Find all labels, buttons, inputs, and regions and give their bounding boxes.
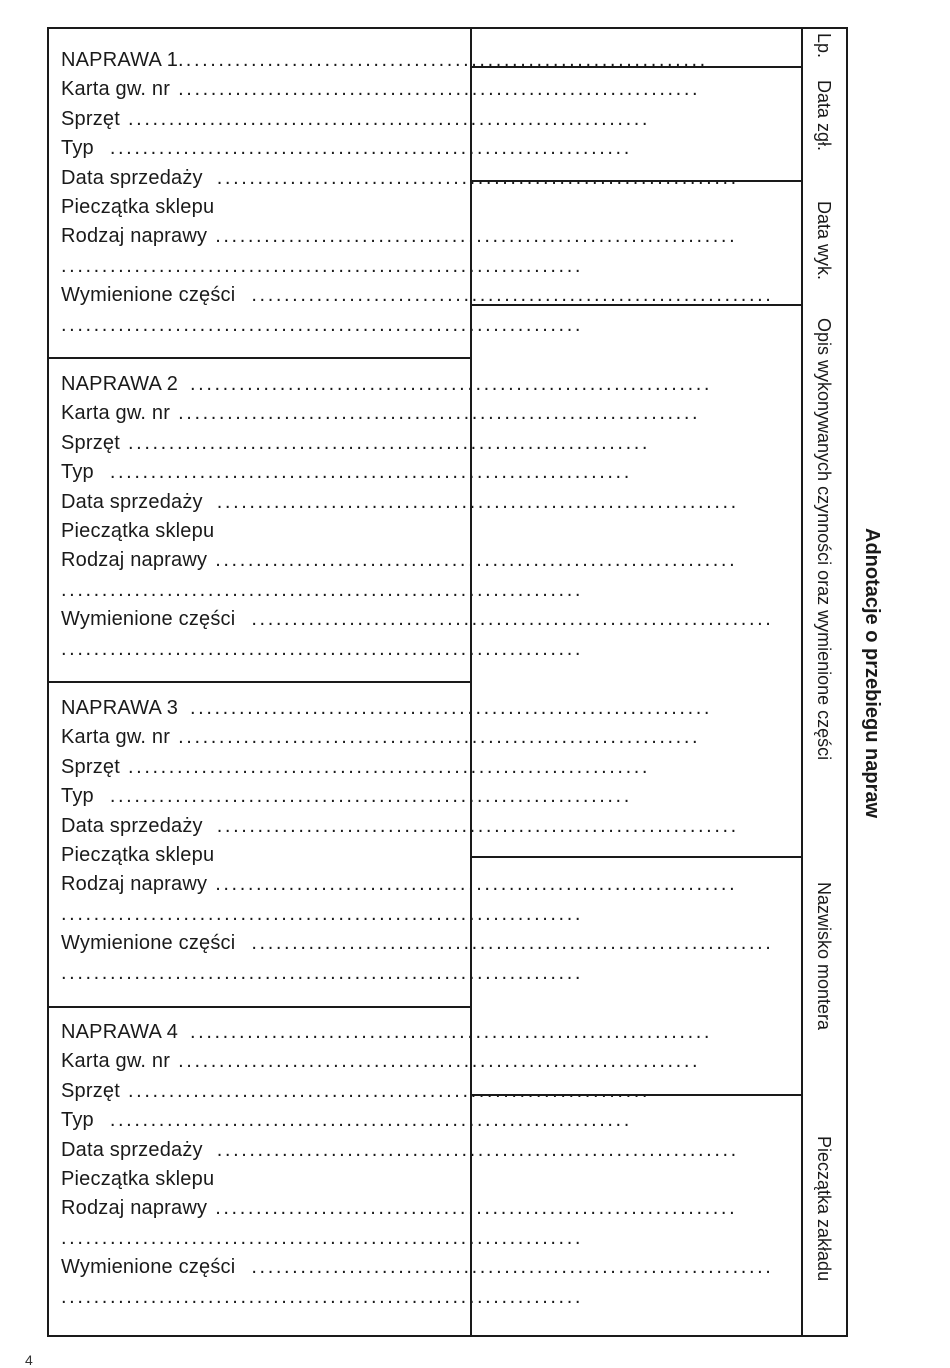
dotted-fill: ................................................................ — [61, 961, 584, 984]
dotted-fill: ................................................................ — [215, 873, 738, 896]
repair-title: NAPRAWA 1. — [61, 49, 184, 71]
field-label: Data sprzedaży — [61, 1138, 203, 1161]
repair-divider-2 — [47, 681, 471, 683]
field-label: Sprzęt — [61, 431, 121, 454]
field-label: Sprzęt — [61, 1079, 121, 1102]
field-label: Rodzaj naprawy — [61, 873, 208, 896]
field-label: Pieczątka sklepu — [61, 519, 215, 542]
dotted-fill: ................................................................ — [215, 1197, 738, 1220]
dotted-fill: ................................................................ — [61, 902, 584, 925]
field-label: Sprzęt — [61, 755, 121, 778]
repair-title: NAPRAWA 4 — [61, 1021, 179, 1043]
field-label: Rodzaj naprawy — [61, 549, 208, 572]
field-line[interactable] — [61, 1253, 774, 1282]
field-label: Data sprzedaży — [61, 814, 203, 837]
repair-title-line[interactable] — [61, 370, 713, 399]
dotted-fill: ................................................................ — [61, 578, 584, 601]
dotted-fill: ................................................................ — [215, 549, 738, 572]
field-label: Rodzaj naprawy — [61, 1197, 208, 1220]
dotted-fill: ................................................................ — [190, 373, 713, 395]
repair-block-1 — [61, 46, 774, 340]
dotted-fill: ................................................................ — [216, 490, 739, 513]
dotted-fill: ................................................................ — [128, 431, 651, 454]
field-label: Wymienione części — [61, 1256, 236, 1279]
repair-divider-3 — [47, 1006, 471, 1008]
field-line[interactable] — [61, 1283, 584, 1312]
column-header-lp: Lp. — [814, 33, 834, 59]
dotted-fill: ................................................................ — [190, 697, 713, 719]
dotted-fill: ................................................................ — [109, 137, 632, 160]
field-label: Karta gw. nr — [61, 1050, 171, 1073]
field-line[interactable] — [61, 782, 632, 811]
field-label: Data sprzedaży — [61, 490, 203, 513]
dotted-fill: ................................................................ — [178, 402, 701, 425]
field-line[interactable] — [61, 517, 425, 546]
field-line[interactable] — [61, 635, 584, 664]
field-label: Pieczątka sklepu — [61, 1167, 215, 1190]
cell-data-wyk[interactable] — [473, 182, 801, 304]
field-line[interactable] — [61, 753, 651, 782]
field-line[interactable] — [61, 1224, 584, 1253]
field-line[interactable] — [61, 429, 651, 458]
dotted-fill: ................................................................ — [178, 726, 701, 749]
field-line[interactable] — [61, 1136, 739, 1165]
field-line[interactable] — [61, 1165, 425, 1194]
repair-title-line[interactable] — [61, 694, 713, 723]
dotted-fill: ................................................................ — [251, 1256, 774, 1279]
field-line[interactable] — [61, 929, 774, 958]
field-line[interactable] — [61, 605, 774, 634]
repair-block-4 — [61, 1018, 774, 1312]
field-line[interactable] — [61, 546, 738, 575]
field-label: Rodzaj naprawy — [61, 225, 208, 248]
dotted-fill: ................................................................ — [128, 755, 651, 778]
page-number: 4 — [25, 1352, 33, 1368]
dotted-fill: ................................................................ — [128, 107, 651, 130]
field-line[interactable] — [61, 458, 632, 487]
cell-nazwisko[interactable] — [473, 858, 801, 1094]
dotted-fill: ................................................................ — [216, 814, 739, 837]
dotted-fill: ................................................................ — [216, 166, 739, 189]
field-label: Typ — [61, 1109, 94, 1132]
dotted-fill: ................................................................ — [128, 1079, 651, 1102]
field-line[interactable] — [61, 164, 739, 193]
cell-opis[interactable] — [473, 306, 801, 856]
dotted-fill: ................................................................ — [190, 1021, 713, 1043]
cell-lp[interactable] — [473, 29, 801, 66]
field-line[interactable] — [61, 723, 701, 752]
column-header-data-wyk: Data wyk. — [814, 201, 834, 281]
column-header-pieczatka: Pieczątka zakładu — [814, 1136, 834, 1282]
field-line[interactable] — [61, 488, 739, 517]
field-label: Wymienione części — [61, 608, 236, 631]
field-line[interactable] — [61, 1047, 701, 1076]
field-label: Typ — [61, 461, 94, 484]
repair-block-3 — [61, 694, 774, 988]
field-label: Typ — [61, 785, 94, 808]
dotted-fill: ................................................................ — [251, 284, 774, 307]
field-label: Typ — [61, 137, 94, 160]
repair-title: NAPRAWA 3 — [61, 697, 179, 719]
dotted-fill: ................................................................ — [109, 461, 632, 484]
field-line[interactable] — [61, 841, 425, 870]
cell-data-zgl[interactable] — [473, 68, 801, 180]
field-line[interactable] — [61, 134, 632, 163]
field-line[interactable] — [61, 75, 701, 104]
field-label: Pieczątka sklepu — [61, 195, 215, 218]
dotted-fill: ................................................................ — [178, 78, 701, 101]
field-label: Sprzęt — [61, 107, 121, 130]
repair-block-2 — [61, 370, 774, 664]
dotted-fill: ................................................................ — [109, 1109, 632, 1132]
field-label: Karta gw. nr — [61, 78, 171, 101]
dotted-fill: ................................................................ — [251, 932, 774, 955]
repair-title-line[interactable] — [61, 1018, 713, 1047]
dotted-fill: ................................................................ — [61, 1285, 584, 1308]
dotted-fill: ................................................................ — [109, 785, 632, 808]
dotted-fill: ................................................................ — [215, 225, 738, 248]
field-line[interactable] — [61, 252, 584, 281]
dotted-fill: ................................................................ — [185, 49, 708, 71]
repair-divider-1 — [47, 357, 471, 359]
column-divider-right — [801, 27, 803, 1337]
field-label: Wymienione części — [61, 932, 236, 955]
repair-title-line[interactable] — [61, 46, 708, 75]
column-header-data-zgl: Data zgł. — [814, 80, 834, 152]
field-line[interactable] — [61, 222, 738, 251]
dotted-fill: ................................................................ — [216, 1138, 739, 1161]
field-line[interactable] — [61, 1077, 651, 1106]
field-line[interactable] — [61, 105, 651, 134]
field-label: Data sprzedaży — [61, 166, 203, 189]
field-line[interactable] — [61, 281, 774, 310]
field-line[interactable] — [61, 959, 584, 988]
dotted-fill: ................................................................ — [251, 608, 774, 631]
side-title: Adnotacje o przebiegu napraw — [861, 528, 883, 819]
field-line[interactable] — [61, 399, 701, 428]
column-header-opis: Opis wykonywanych czynności oraz wymienione części — [814, 318, 834, 761]
dotted-fill: ................................................................ — [61, 1226, 584, 1249]
field-label: Karta gw. nr — [61, 726, 171, 749]
dotted-fill: ................................................................ — [61, 254, 584, 277]
field-line[interactable] — [61, 812, 739, 841]
field-line[interactable] — [61, 900, 584, 929]
dotted-fill: ................................................................ — [61, 313, 584, 336]
dotted-fill: ................................................................ — [178, 1050, 701, 1073]
field-label: Pieczątka sklepu — [61, 843, 215, 866]
field-label: Wymienione części — [61, 284, 236, 307]
field-line[interactable] — [61, 1106, 632, 1135]
column-header-nazwisko: Nazwisko montera — [814, 882, 834, 1031]
field-label: Karta gw. nr — [61, 402, 171, 425]
cell-pieczatka[interactable] — [473, 1096, 801, 1335]
field-line[interactable] — [61, 1194, 738, 1223]
dotted-fill: ................................................................ — [61, 637, 584, 660]
field-line[interactable] — [61, 870, 738, 899]
field-line[interactable] — [61, 193, 425, 222]
field-line[interactable] — [61, 576, 584, 605]
field-line[interactable] — [61, 311, 584, 340]
repair-title: NAPRAWA 2 — [61, 373, 179, 395]
